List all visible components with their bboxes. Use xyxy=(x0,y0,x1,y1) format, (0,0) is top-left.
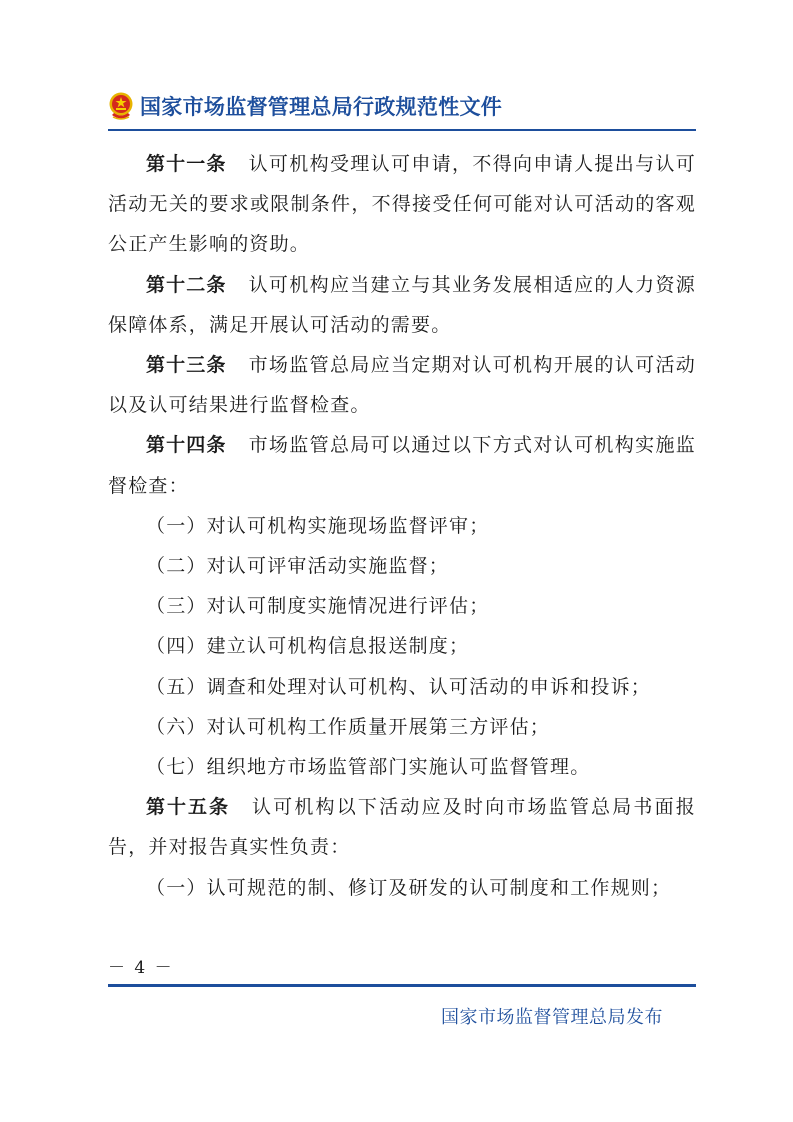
list-item: （四）建立认可机构信息报送制度； xyxy=(146,635,470,658)
article-text: 认可机构受理认可申请，不得向申请人提出与认可活动无关的要求或限制条件，不得接受任何可能对认可活动的客观公正产生影响的资助。 xyxy=(108,153,696,256)
document-header xyxy=(108,86,696,126)
article-13 xyxy=(108,345,696,425)
list-item: （七）组织地方市场监管部门实施认可监督管理。 xyxy=(146,756,591,779)
list-item: （三）对认可制度实施情况进行评估； xyxy=(146,595,490,618)
article-label: 第十五条 xyxy=(146,796,230,819)
article-label: 第十三条 xyxy=(146,354,227,377)
list-item: （一）对认可机构实施现场监督评审； xyxy=(146,514,490,537)
article-12 xyxy=(108,265,696,345)
page-number: － 4 － xyxy=(108,958,174,978)
footer-publisher: 国家市场监督管理总局发布 xyxy=(441,1007,663,1028)
article-label: 第十一条 xyxy=(146,153,227,175)
article-15 xyxy=(108,787,696,867)
article-label: 第十二条 xyxy=(146,273,227,296)
article-text: 认可机构应当建立与其业务发展相适应的人力资源保障体系，满足开展认可活动的需要。 xyxy=(108,273,696,336)
article-11 xyxy=(108,144,696,265)
header-divider xyxy=(108,129,696,131)
list-item: （五）调查和处理对认可机构、认可活动的申诉和投诉； xyxy=(146,675,652,698)
article-text: 市场监管总局可以通过以下方式对认可机构实施监督检查： xyxy=(108,434,696,497)
article-text: 认可机构以下活动应及时向市场监管总局书面报告，并对报告真实性负责： xyxy=(108,796,696,859)
list-item: （六）对认可机构工作质量开展第三方评估； xyxy=(146,715,551,738)
article-text: 市场监管总局应当定期对认可机构开展的认可活动以及认可结果进行监督检查。 xyxy=(108,354,696,417)
list-item: （二）对认可评审活动实施监督； xyxy=(146,555,450,578)
list-item: （一）认可规范的制、修订及研发的认可制度和工作规则； xyxy=(146,876,672,899)
article-label: 第十四条 xyxy=(146,434,227,457)
document-body xyxy=(108,144,696,908)
header-title: 国家市场监督管理总局行政规范性文件 xyxy=(140,95,503,119)
article-14 xyxy=(108,425,696,505)
national-emblem-icon xyxy=(108,91,134,121)
footer-divider xyxy=(108,984,696,987)
